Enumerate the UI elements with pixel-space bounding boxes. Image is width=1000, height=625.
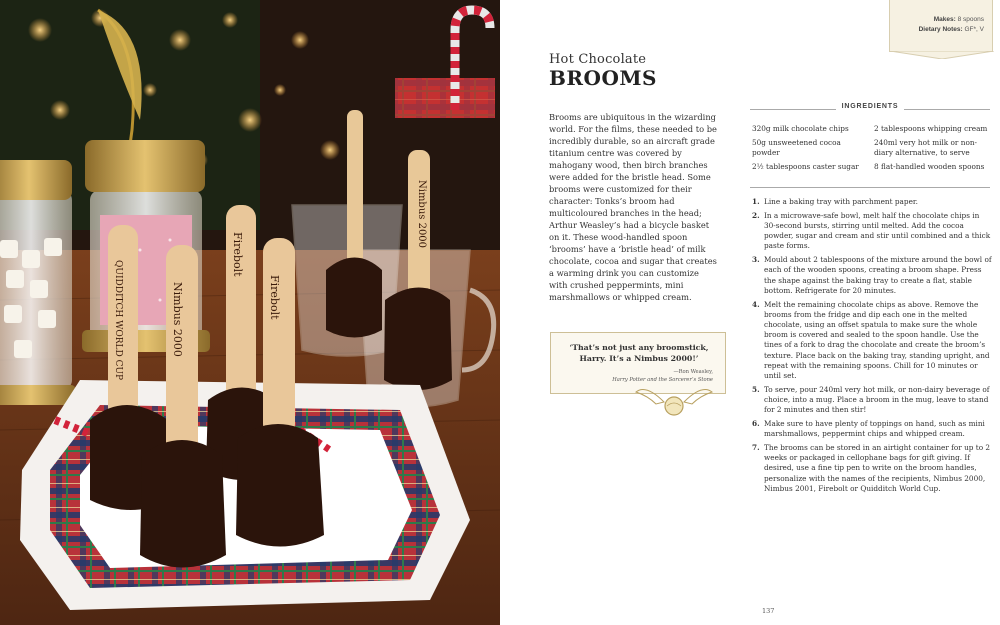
ingredients-left-column	[752, 124, 864, 175]
spoon-label-1: QUIDDITCH WORLD CUP	[113, 260, 123, 381]
ingredient-item: 320g milk chocolate chips	[752, 124, 849, 133]
recipe-title: BROOMS	[549, 66, 657, 90]
step-item: 2. In a microwave-safe bowl, melt half the chocolate chips in 30-second bursts, stirring until melted. Add the cocoa powder, sugar and cream and stir until combined and a thick paste forms.	[752, 210, 991, 251]
golden-snitch-icon	[634, 378, 714, 420]
method-steps	[752, 197, 992, 498]
makes-line: Makes: 8 spoons	[933, 16, 984, 23]
page-number: 137	[762, 607, 775, 615]
steps-divider	[750, 187, 990, 188]
step-item: 4. Melt the remaining chocolate chips as above. Remove the brooms from the fridge and dip each one in the melted chocolate, using an offset spatula to make sure the whole broom is covered and sealed to the spoon handle. Use the tines of a fork to drag the chocolate and create the broom’s texture. Place back on the baking tray, standing upright, and repeat with the remaining spoons. Chill for 10 minutes or until set.	[752, 299, 990, 381]
banner-notch	[890, 51, 994, 59]
recipe-subtitle: Hot Chocolate	[549, 52, 647, 67]
step-item: 6. Make sure to have plenty of toppings on hand, such as mini marshmallows, peppermint chips and whipped cream.	[752, 419, 985, 439]
ingredient-item: 8 flat-handled wooden spoons	[874, 161, 985, 171]
recipe-intro: Brooms are ubiquitous in the wizarding world. For the films, these needed to be incredibly durable, so an aircraft grade titanium centre was covered by mahogany wood, then birch branches were added for the bristle head. Some brooms were customized for their character: Tonks’s broom had multicoloured branches in the head; Arthur Weasley’s had a bicycle basket on it. These wood-handled spoon ‘brooms’ have a ‘bristle head’ of milk chocolate, cocoa and sugar that creates a warming drink you can customize with crushed peppermints, mini marshmallows or whipped cream.	[549, 112, 717, 302]
step-item: 7. The brooms can be stored in an airtight container for up to 2 weeks or packaged in cellophane bags for gift giving. If desired, use a fine tip pen to write on the broom handles, personalize with the names of the recipients, Nimbus 2000, Nimbus 2001, Firebolt or Quidditch World Cup.	[752, 443, 991, 493]
ingredient-item: 2 tablespoons whipping cream	[874, 124, 988, 133]
ingredient-item: 2½ tablespoons caster sugar	[752, 161, 859, 171]
ingredient-item: 240ml very hot milk or non-diary alternative, to serve	[874, 137, 978, 157]
step-item: 3. Mould about 2 tablespoons of the mixture around the bowl of each of the wooden spoons, creating a broom shape. Press the shape against the baking tray to create a flat, stable bottom. Refrigerate for 20 minutes.	[752, 255, 992, 295]
dietary-notes-line: Dietary Notes: GF*, V	[918, 26, 984, 33]
ingredients-header	[750, 103, 990, 115]
makes-info-banner	[889, 0, 993, 52]
spoon-label-3: Firebolt	[231, 232, 244, 277]
quote-source: Harry Potter and the Sorcerer’s Stone	[612, 376, 713, 383]
ingredient-item: 50g unsweetened cocoa powder	[752, 137, 841, 157]
spoon-label-4: Firebolt	[268, 275, 281, 320]
ingredients-right-column	[874, 124, 992, 175]
ingredients-title: INGREDIENTS	[841, 103, 899, 110]
spoon-label-5: Nimbus 2000	[416, 180, 427, 249]
ingredients-rule-right	[904, 109, 990, 110]
recipe-page	[500, 0, 1000, 625]
step-item: 5. To serve, pour 240ml very hot milk, or non-dairy beverage of choice, into a mug. Place a broom in the mug, leave to stand for 2 minutes and then stir!	[752, 384, 990, 415]
step-item: 1. Line a baking tray with parchment paper.	[752, 197, 918, 206]
spoon-label-2: Nimbus 2000	[171, 282, 184, 357]
quote-speaker: —Ron Weasley,	[673, 369, 713, 375]
quote-text: ‘That’s not just any broomstick, Harry. It’s a Nimbus 2000!’	[569, 343, 709, 363]
